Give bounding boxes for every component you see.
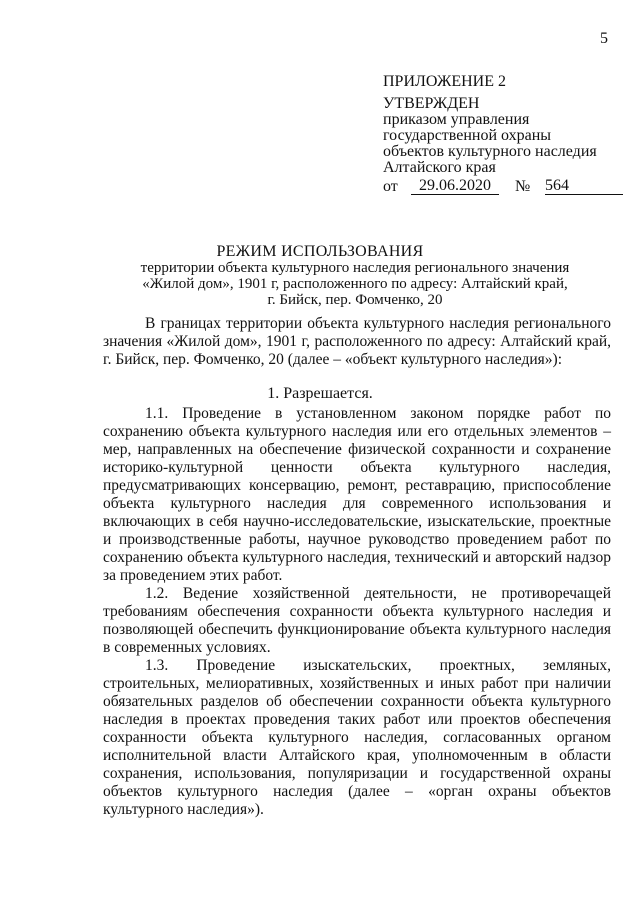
order-date: 29.06.2020 xyxy=(411,178,499,195)
subtitle-line: г. Бийск, пер. Фомченко, 20 xyxy=(267,292,443,308)
order-number: 564 xyxy=(545,178,623,195)
approval-line: Алтайского края xyxy=(383,159,496,176)
date-prefix: от xyxy=(383,178,398,195)
approval-line: объектов культурного наследия xyxy=(383,143,597,160)
item-1-2: 1.2. Ведение хозяйственной деятельности, не противоречащей требованиям обеспечения сохранности объекта культурного наследия и позволяющей обеспечить функционирование объекта культурного наследия в современных условиях. xyxy=(103,585,611,656)
section-heading: 1. Разрешается. xyxy=(267,385,373,402)
document-subtitle xyxy=(120,260,590,308)
intro-paragraph xyxy=(103,315,611,369)
approval-line: приказом управления xyxy=(383,111,530,128)
approval-block xyxy=(383,74,623,195)
intro-text: В границах территории объекта культурного наследия регионального значения «Жилой дом», 1901 г, расположенного по адресу: Алтайский край, г. Бийск, пер. Фомченко, 20 (далее – «объект культурного наследия»): xyxy=(103,315,611,368)
approval-line: государственной охраны xyxy=(383,127,552,144)
section-1-items xyxy=(103,405,611,819)
document-title: РЕЖИМ ИСПОЛЬЗОВАНИЯ xyxy=(216,243,424,260)
subtitle-line: территории объекта культурного наследия регионального значения xyxy=(140,260,570,276)
number-prefix: № xyxy=(515,178,531,195)
page-number: 5 xyxy=(600,30,608,47)
order-date-number-row xyxy=(383,178,623,195)
item-1-1: 1.1. Проведение в установленном законом порядке работ по сохранению объекта культурного наследия или его отдельных элементов – мер, направленных на обеспечение физической сохранности и сохранение историко-культурной ценности объекта культурного наследия, предусматривающих консервацию, ремонт, реставрацию, приспособление объекта культурного наследия для современного использования и включающих в себя научно-исследовательские, изыскательские, проектные и производственные работы, научное руководство проведением работ по сохранению объекта культурного наследия, технический и авторский надзор за проведением этих работ. xyxy=(103,405,611,584)
appendix-title: ПРИЛОЖЕНИЕ 2 xyxy=(383,73,507,90)
item-1-3: 1.3. Проведение изыскательских, проектных, земляных, строительных, мелиоративных, хозяйственных и иных работ при наличии обязательных разделов об обеспечении сохранности объекта культурного наследия в проектах проведения таких работ или проектов обеспечения сохранности объекта культурного наследия, согласованных органом исполнительной власти Алтайского края, уполномоченным в области сохранения, использования, популяризации и государственной охраны объектов культурного наследия (далее – «орган охраны объектов культурного наследия»). xyxy=(103,657,611,818)
approved-label: УТВЕРЖДЕН xyxy=(383,95,480,112)
subtitle-line: «Жилой дом», 1901 г, расположенного по адресу: Алтайский край, xyxy=(142,276,568,292)
